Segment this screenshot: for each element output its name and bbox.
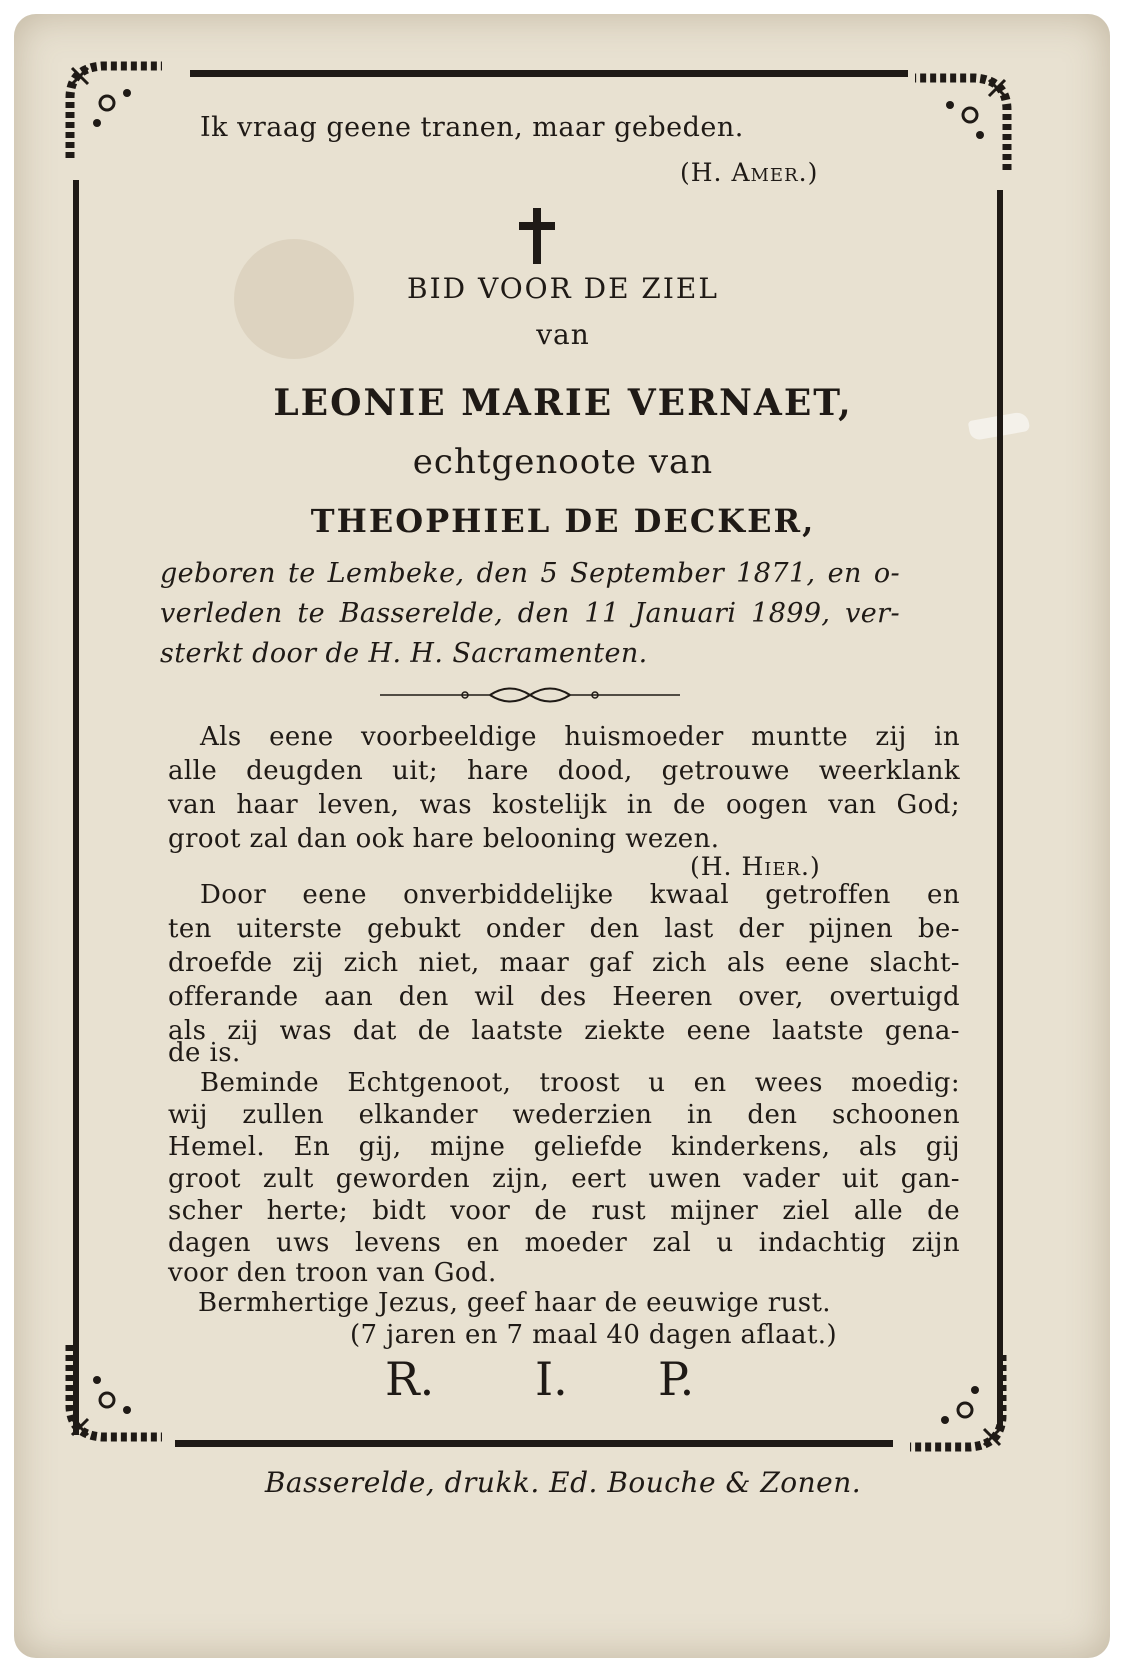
paragraph1-line-4: groot zal dan ook hare belooning wezen. [168,824,720,854]
paragraph3-line-6: dagen uws levens en moeder zal u indachtig zijn [168,1228,960,1258]
corner-ornament-bottom-left-icon [62,1335,172,1445]
deceased-name: LEONIE MARIE VERNAET, [273,382,853,424]
rip-i: I. [535,1352,568,1406]
paragraph2-line-6: de is. [168,1038,241,1068]
frame-right-rule [997,190,1003,1430]
bio-line-1: geboren te Lembeke, den 5 September 1871, en o- [160,558,900,589]
paragraph1-source: (H. Hier.) [690,852,821,881]
paragraph2-line-4: offerande aan den wil des Heeren over, overtuigd [168,982,960,1012]
paragraph1-line-2: alle deugden uit; hare dood, getrouwe weerklank [168,756,960,786]
corner-ornament-top-right-icon [905,70,1015,180]
paragraph2-line-3: droefde zij zich niet, maar gaf zich als eene slacht- [168,948,960,978]
corner-ornament-bottom-right-icon [900,1345,1010,1455]
epigraph-source: (H. Amer.) [680,158,819,187]
frame-left-rule [73,180,79,1435]
rip-p: P. [658,1352,695,1406]
of-label: van [536,318,590,351]
paragraph3-line-4: groot zult geworden zijn, eert uwen vader uit gan- [168,1164,960,1194]
paragraph3-line-1: Beminde Echtgenoot, troost u en wees moedig: [200,1068,960,1098]
bio-line-2: verleden te Basserelde, den 11 Januari 1899, ver- [160,598,900,629]
bio-line-3: sterkt door de H. H. Sacramenten. [160,638,648,669]
paragraph2-line-2: ten uiterste gebukt onder den last der pijnen be- [168,914,960,944]
printer-imprint: Basserelde, drukk. Ed. Bouche & Zonen. [264,1466,862,1499]
paragraph3-line-3: Hemel. En gij, mijne geliefde kinderkens, als gij [168,1132,960,1162]
paragraph2-line-1: Door eene onverbiddelijke kwaal getroffen en [200,880,960,910]
latin-cross-icon [517,208,557,264]
pray-heading: BID VOOR DE ZIEL [407,272,719,305]
frame-bottom-rule [175,1440,893,1447]
paragraph1-line-3: van haar leven, was kostelijk in de oogen van God; [168,790,960,820]
spouse-label: echtgenoote van [412,442,714,482]
paragraph3-line-7: voor den troon van God. [168,1258,497,1288]
spouse-name: THEOPHIEL DE DECKER, [310,502,816,540]
indulgence-text: (7 jaren en 7 maal 40 dagen aflaat.) [350,1320,838,1350]
frame-top-rule [190,70,908,77]
rip-r: R. [385,1352,435,1406]
paragraph1-line-1: Als eene voorbeeldige huismoeder muntte zij in [200,722,960,752]
ornament-divider-icon [380,682,680,708]
paragraph3-line-2: wij zullen elkander wederzien in den schoonen [168,1100,960,1130]
epigraph-text: Ik vraag geene tranen, maar gebeden. [200,112,744,143]
paragraph3-line-5: scher herte; bidt voor de rust mijner ziel alle de [168,1196,960,1226]
corner-ornament-top-left-icon [62,58,172,168]
paragraph2-line-5: als zij was dat de laatste ziekte eene laatste gena- [168,1016,960,1046]
prayer-text: Bermhertige Jezus, geef haar de eeuwige rust. [198,1288,831,1318]
